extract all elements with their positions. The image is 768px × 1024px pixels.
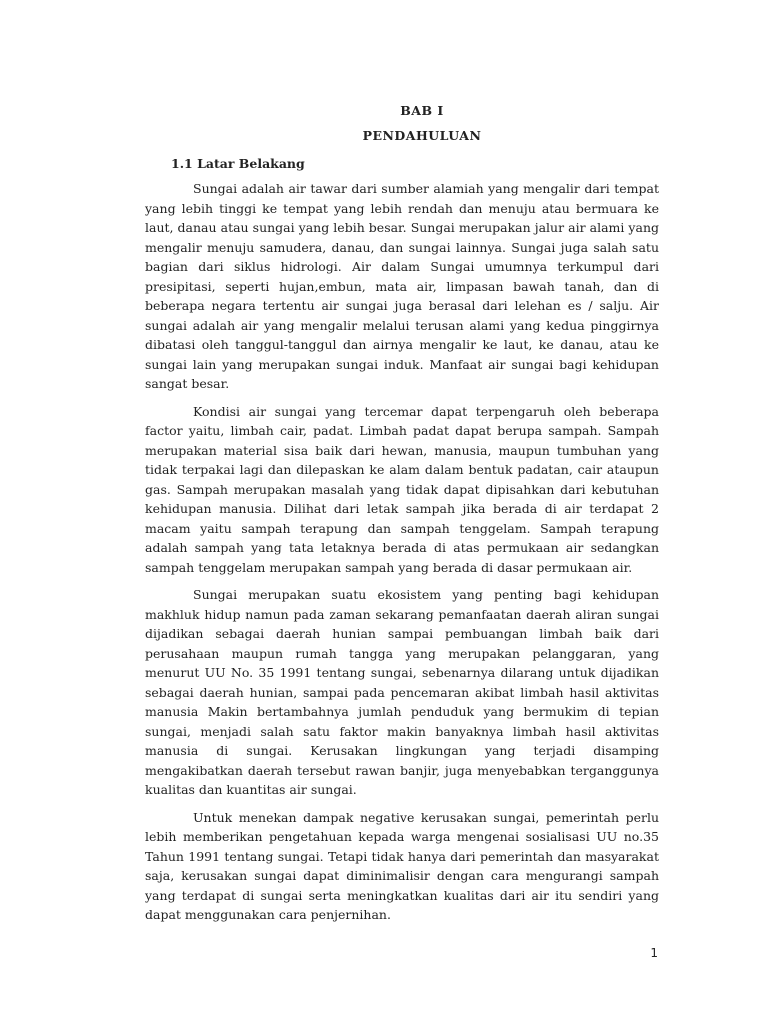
paragraph-1: Sungai adalah air tawar dari sumber alamiah yang mengalir dari tempat yang lebih tinggi ke tempat yang lebih rendah dan menuju atau bermuara ke laut, danau atau sungai yang lebih besar. Sungai merupakan jalur air alami yang mengalir menuju samudera, danau, dan sungai lainnya. Sungai juga salah satu bagian dari siklus hidrologi. Air dalam Sungai umumnya terkumpul dari presipitasi, seperti hujan,embun, mata air, limpasan bawah tanah, dan di beberapa negara tertentu air sungai juga berasal dari lelehan es / salju. Air sungai adalah air yang mengalir melalui terusan alami yang kedua pinggirnya dibatasi oleh tanggul-tanggul dan airnya mengalir ke laut, ke danau, atau ke sungai lain yang merupakan sungai induk. Manfaat air sungai bagi kehidupan sangat besar. (145, 181, 659, 391)
chapter-number: BAB I (400, 103, 444, 118)
paragraph-2: Kondisi air sungai yang tercemar dapat terpengaruh oleh beberapa factor yaitu, limbah cair, padat. Limbah padat dapat berupa sampah. Sampah merupakan material sisa baik dari hewan, manusia, maupun tumbuhan yang tidak terpakai lagi dan dilepaskan ke alam dalam bentuk padatan, cair ataupun gas. Sampah merupakan masalah yang tidak dapat dipisahkan dari kebutuhan kehidupan manusia. Dilihat dari letak sampah jika berada di air terdapat 2 macam yaitu sampah terapung dan sampah tenggelam. Sampah terapung adalah sampah yang tata letaknya berada di atas permukaan air sedangkan sampah tenggelam merupakan sampah yang berada di dasar permukaan air. (145, 403, 659, 575)
document-page (145, 100, 659, 933)
paragraph-4: Untuk menekan dampak negative kerusakan sungai, pemerintah perlu lebih memberikan pengetahuan kepada warga mengenai sosialisasi UU no.35 Tahun 1991 tentang sungai. Tetapi tidak hanya dari pemerintah dan masyarakat saja, kerusakan sungai dapat diminimalisir dengan cara mengurangi sampah yang terdapat di sungai serta meningkatkan kualitas dari air itu sendiri yang dapat menggunakan cara penjernihan. (145, 809, 659, 922)
paragraph-3: Sungai merupakan suatu ekosistem yang penting bagi kehidupan makhluk hidup namun pada zaman sekarang pemanfaatan daerah aliran sungai dijadikan sebagai daerah hunian sampai pembuangan limbah baik dari perusahaan maupun rumah tangga yang merupakan pelanggaran, yang menurut UU No. 35 1991 tentang sungai, sebenarnya dilarang untuk dijadikan sebagai daerah hunian, sampai pada pencemaran akibat limbah hasil aktivitas manusia Makin bertambahnya jumlah penduduk yang bermukim di tepian sungai, menjadi salah satu faktor makin banyaknya limbah hasil aktivitas manusia di sungai. Kerusakan lingkungan yang terjadi disamping mengakibatkan daerah tersebut rawan banjir, juga menyebabkan terganggunya kualitas dan kuantitas air sungai. (145, 587, 659, 797)
section-heading: 1.1 Latar Belakang (171, 156, 305, 171)
page-number: 1 (650, 946, 658, 960)
chapter-title: PENDAHULUAN (362, 128, 482, 143)
